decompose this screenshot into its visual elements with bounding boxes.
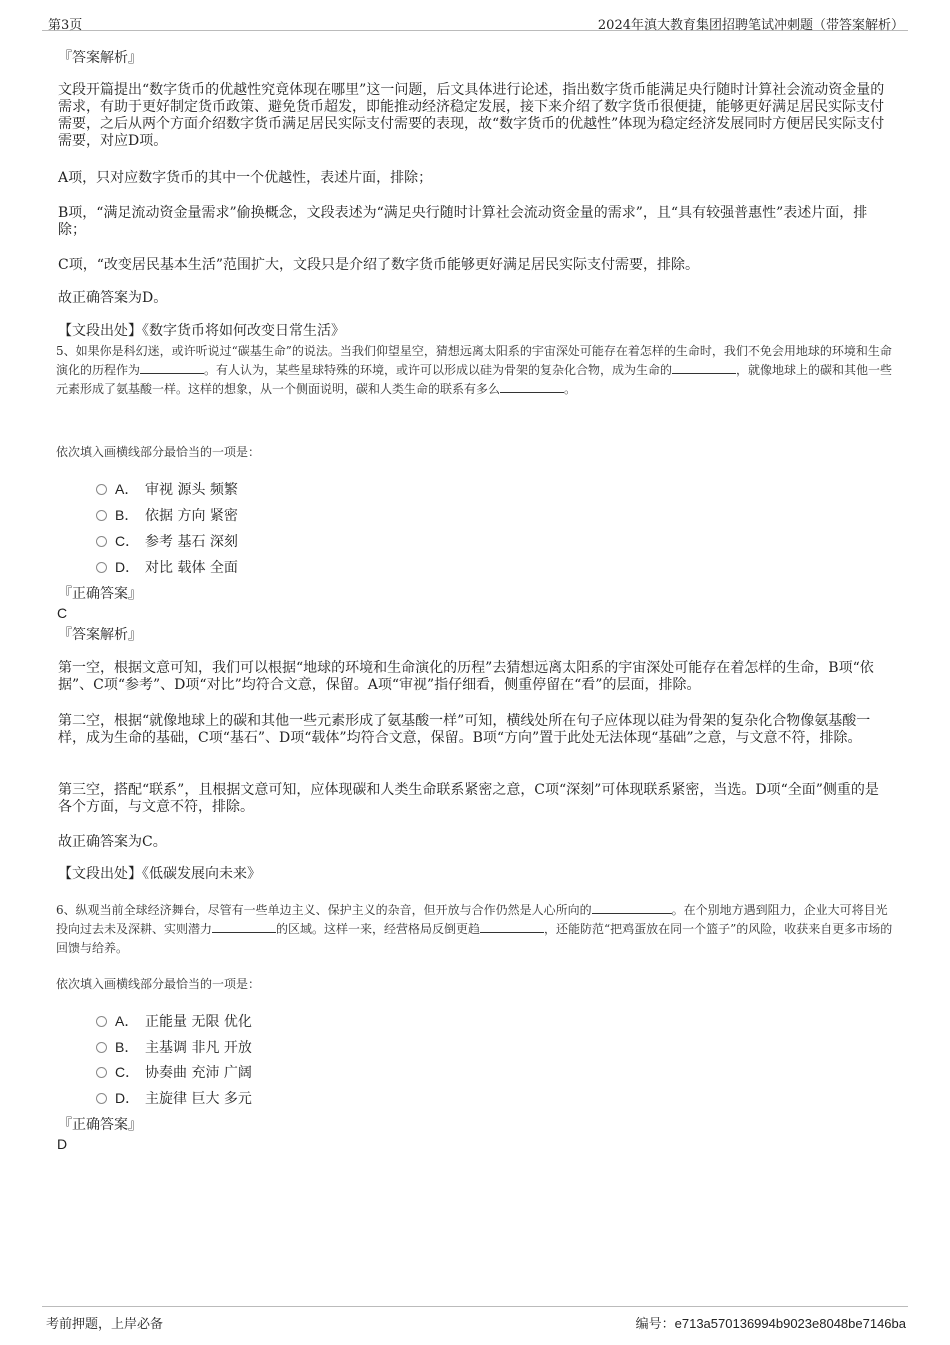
option-d[interactable]: D． 对比 载体 全面	[96, 558, 238, 576]
analysis-paragraph: 文段开篇提出“数字货币的优越性究竟体现在哪里”这一问题，后文具体进行论述，指出数字货币能满足央行随时计算社会流动资金量的需求，有助于更好制定货币政策、避免货币超发，即能推动经济稳定发展，接下来介绍了数字货币很便捷，能够更好满足居民实际支付需要，之后从两个方面介绍数字货币满足居民实际支付需要的表现，故“数字货币的优越性”体现为稳定经济发展同时方便居民实际支付需要，对应D项。	[58, 82, 885, 149]
radio-button[interactable]	[96, 1093, 107, 1104]
question-5-stem: 5、如果你是科幻迷，或许听说过“碳基生命”的说法。当我们仰望星空，猜想远离太阳系的宇宙深处可能存在着怎样的生命时，我们不免会用地球的环境和生命演化的历程作为 。有人认为，某些星球特殊的环境，或许可以形成以硅为骨架的复杂化合物，成为生命的 ，就像地球上的碳和其他一些元素形成了氨基酸一样。这样的想象，从一个侧面说明，碳和人类生命的联系有多么 。	[56, 344, 893, 396]
radio-button[interactable]	[96, 536, 107, 547]
page-number: 第3页	[48, 18, 83, 33]
footer-slogan: 考前押题，上岸必备	[46, 1317, 164, 1332]
source-citation: 【文段出处】《低碳发展向未来》	[58, 866, 261, 882]
radio-button[interactable]	[96, 562, 107, 573]
page-header	[42, 0, 908, 31]
option-d[interactable]: D． 主旋律 巨大 多元	[96, 1089, 252, 1107]
correct-answer-label: 『正确答案』	[58, 1117, 142, 1133]
fill-blank	[592, 903, 672, 914]
radio-button[interactable]	[96, 1067, 107, 1078]
correct-answer-label: 『正确答案』	[58, 586, 142, 602]
document-id: 编号：e713a570136994b9023e8048be7146ba	[635, 1316, 906, 1332]
option-c[interactable]: C． 协奏曲 充沛 广阔	[96, 1063, 252, 1081]
source-citation: 【文段出处】《数字货币将如何改变日常生活》	[58, 323, 345, 339]
fill-blank	[140, 363, 204, 374]
analysis-label: 『答案解析』	[58, 627, 142, 643]
fill-blank	[500, 382, 564, 393]
question-instruction: 依次填入画横线部分最恰当的一项是：	[56, 977, 261, 991]
analysis-paragraph: 第三空，搭配“联系”，且根据文意可知，应体现碳和人类生命联系紧密之意，C项“深刻”可体现联系紧密，当选。D项“全面”侧重的是各个方面，与文意不符，排除。	[58, 782, 879, 815]
fill-blank	[480, 922, 544, 933]
fill-blank	[672, 363, 736, 374]
analysis-paragraph: 第一空，根据文意可知，我们可以根据“地球的环境和生命演化的历程”去猜想远离太阳系的宇宙深处可能存在着怎样的生命，B项“依据”、C项“参考”、D项“对比”均符合文意，保留。A项“审视”指仔细看，侧重停留在“看”的层面，排除。	[58, 660, 874, 693]
analysis-paragraph: B项，“满足流动资金量需求”偷换概念，文段表述为“满足央行随时计算社会流动资金量的需求”，且“具有较强普惠性”表述片面，排除；	[58, 205, 868, 238]
option-a[interactable]: A． 正能量 无限 优化	[96, 1012, 252, 1030]
radio-button[interactable]	[96, 1016, 107, 1027]
analysis-paragraph: A项，只对应数字货币的其中一个优越性，表述片面，排除；	[58, 170, 433, 186]
document-title: 2024年滇大教育集团招聘笔试冲刺题（带答案解析）	[597, 18, 904, 33]
correct-answer: D	[57, 1136, 68, 1152]
radio-button[interactable]	[96, 484, 107, 495]
option-c[interactable]: C． 参考 基石 深刻	[96, 532, 238, 550]
option-b[interactable]: B． 主基调 非凡 开放	[96, 1038, 252, 1056]
question-6-stem: 6、纵观当前全球经济舞台，尽管有一些单边主义、保护主义的杂音，但开放与合作仍然是人心所向的 。在个别地方遇到阻力，企业大可将目光投向过去未及深耕、实则潜力 的区域。这样一来，经营格局反倒更趋 ，还能防范“把鸡蛋放在同一个篮子”的风险，收获来自更多市场的回馈与给养。	[56, 903, 893, 955]
radio-button[interactable]	[96, 510, 107, 521]
question-instruction: 依次填入画横线部分最恰当的一项是：	[56, 445, 261, 459]
analysis-paragraph: 故正确答案为C。	[58, 834, 167, 850]
option-a[interactable]: A． 审视 源头 频繁	[96, 480, 238, 498]
analysis-paragraph: C项，“改变居民基本生活”范围扩大，文段只是介绍了数字货币能够更好满足居民实际支付需要，排除。	[58, 257, 700, 273]
option-b[interactable]: B． 依据 方向 紧密	[96, 506, 238, 524]
page-footer	[42, 1306, 908, 1337]
fill-blank	[212, 922, 276, 933]
analysis-paragraph: 第二空，根据“就像地球上的碳和其他一些元素形成了氨基酸一样”可知，横线处所在句子应体现以硅为骨架的复杂化合物像氨基酸一样，成为生命的基础，C项“基石”、D项“载体”均符合文意，保留。B项“方向”置于此处无法体现“基础”之意，与文意不符，排除。	[58, 713, 871, 746]
correct-answer: C	[57, 605, 68, 621]
analysis-paragraph: 故正确答案为D。	[58, 290, 168, 306]
analysis-label: 『答案解析』	[58, 50, 142, 66]
radio-button[interactable]	[96, 1042, 107, 1053]
